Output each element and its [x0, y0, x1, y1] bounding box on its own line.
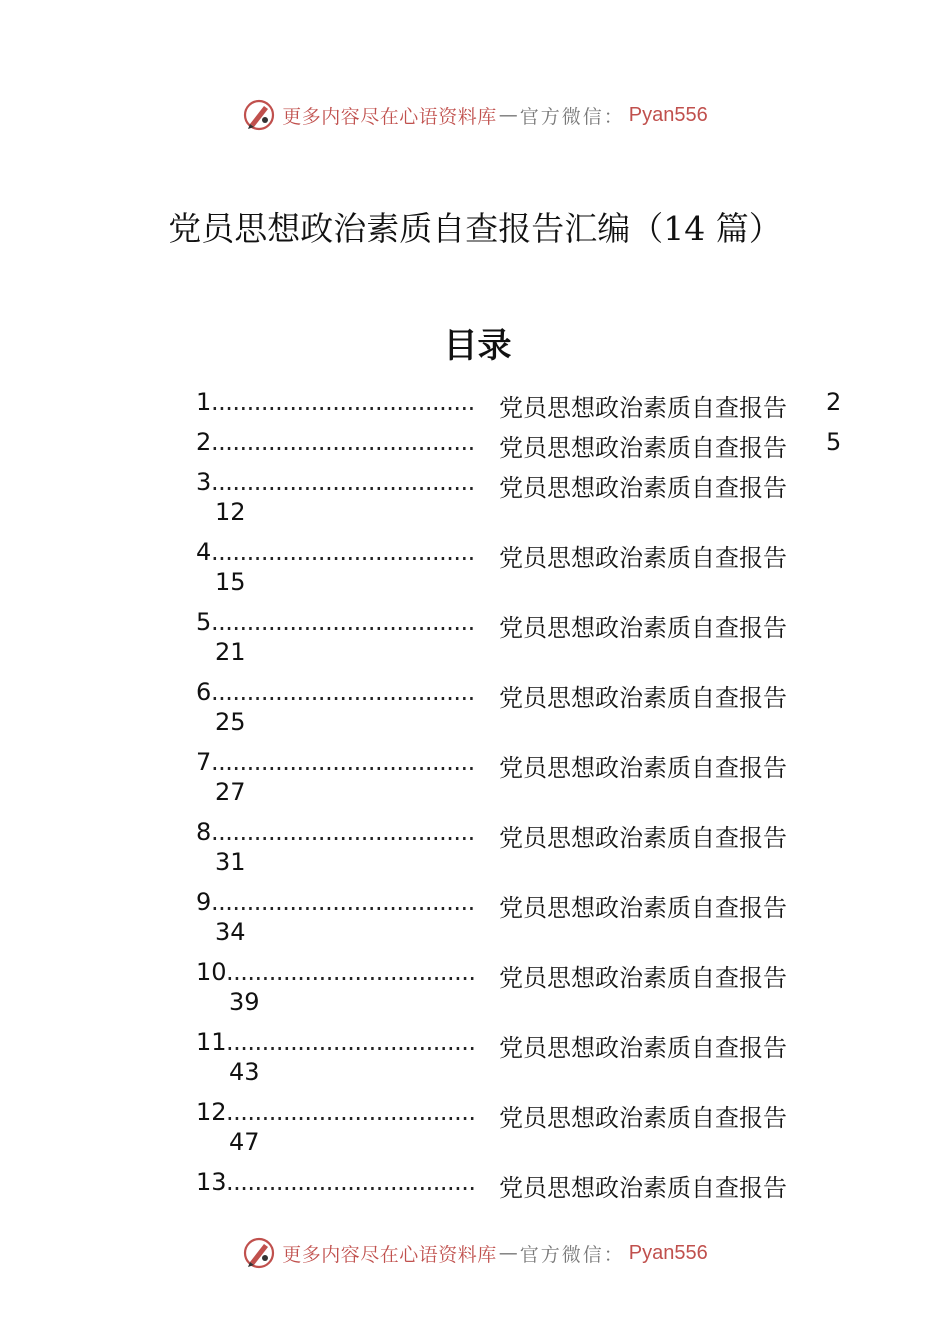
- toc-entry-page: 2: [826, 388, 842, 416]
- toc-entry-title: 党员思想政治素质自查报告: [499, 824, 787, 852]
- toc-entry-number: 5: [196, 608, 212, 636]
- toc-entry-leader: .....................................: [211, 468, 475, 496]
- pen-logo-icon: [242, 98, 276, 132]
- toc-entry-number: 10: [196, 958, 227, 986]
- toc-heading: 目录: [443, 326, 512, 366]
- header-banner: [0, 95, 950, 135]
- banner-label: 官方微信：: [519, 1243, 625, 1266]
- toc-entry-leader: .....................................: [211, 608, 475, 636]
- toc-entry-page: 5: [826, 428, 842, 456]
- toc-entry-title: 党员思想政治素质自查报告: [499, 754, 787, 782]
- toc-entry-page: 15: [215, 568, 246, 596]
- toc-entry-number: 11: [196, 1028, 227, 1056]
- toc-entry-number: 3: [196, 468, 212, 496]
- toc-entry-page: 39: [229, 988, 260, 1016]
- banner-text: 更多内容尽在心语资料库: [282, 105, 497, 128]
- toc-entry[interactable]: [196, 1098, 816, 1156]
- toc-entry[interactable]: [196, 608, 816, 666]
- toc-entry-number: 6: [196, 678, 212, 706]
- toc-entry-leader: .....................................: [211, 388, 475, 416]
- toc-entry[interactable]: [196, 888, 816, 946]
- toc-entry-leader: ...................................: [226, 1028, 476, 1056]
- banner-label: 官方微信：: [519, 105, 625, 128]
- toc-entry-page: 47: [229, 1128, 260, 1156]
- toc-entry[interactable]: [196, 1028, 816, 1086]
- toc-entry-number: 2: [196, 428, 212, 456]
- toc-entry-number: 7: [196, 748, 212, 776]
- toc-entry-page: 25: [215, 708, 246, 736]
- toc-entry-leader: .....................................: [211, 678, 475, 706]
- toc-entry-title: 党员思想政治素质自查报告: [499, 894, 787, 922]
- toc-entry-page: 21: [215, 638, 246, 666]
- toc-entry-leader: .....................................: [211, 818, 475, 846]
- toc-entry-title: 党员思想政治素质自查报告: [499, 544, 787, 572]
- toc-entry-title: 党员思想政治素质自查报告: [499, 394, 787, 422]
- toc-entry-leader: ...................................: [226, 958, 476, 986]
- toc-entry-title: 党员思想政治素质自查报告: [499, 684, 787, 712]
- toc-entry[interactable]: [196, 1168, 816, 1202]
- toc-entry-leader: ...................................: [226, 1168, 476, 1196]
- toc-entry-leader: .....................................: [211, 748, 475, 776]
- toc-entry-page: 12: [215, 498, 246, 526]
- toc-entry-page: 34: [215, 918, 246, 946]
- toc-entry-title: 党员思想政治素质自查报告: [499, 1174, 787, 1202]
- toc-entry-number: 13: [196, 1168, 227, 1196]
- toc-entry-number: 8: [196, 818, 212, 846]
- toc-entry-title: 党员思想政治素质自查报告: [499, 1104, 787, 1132]
- pen-logo-icon: [242, 1236, 276, 1270]
- banner-separator: —: [498, 104, 518, 126]
- footer-banner: [0, 1233, 950, 1273]
- toc-entry[interactable]: [196, 388, 842, 422]
- toc-entry[interactable]: [196, 958, 816, 1016]
- toc-entry[interactable]: [196, 748, 816, 806]
- banner-wechat-id: Pyan556: [628, 103, 708, 126]
- toc-entry[interactable]: [196, 538, 816, 596]
- toc-entry-number: 9: [196, 888, 212, 916]
- toc-entry-page: 31: [215, 848, 246, 876]
- toc-entry[interactable]: [196, 678, 816, 736]
- toc-entry-leader: .....................................: [211, 428, 475, 456]
- toc-entry[interactable]: [196, 818, 816, 876]
- banner-wechat-id: Pyan556: [628, 1241, 708, 1264]
- toc-entry-leader: .....................................: [211, 538, 475, 566]
- banner-text: 更多内容尽在心语资料库: [282, 1243, 497, 1266]
- toc-entry[interactable]: [196, 468, 816, 526]
- toc-entry-leader: ...................................: [226, 1098, 476, 1126]
- toc-entry-leader: .....................................: [211, 888, 475, 916]
- toc-entry[interactable]: [196, 428, 842, 462]
- toc-entry-title: 党员思想政治素质自查报告: [499, 434, 787, 462]
- banner-separator: —: [498, 1242, 518, 1264]
- toc-entry-title: 党员思想政治素质自查报告: [499, 1034, 787, 1062]
- toc-entry-title: 党员思想政治素质自查报告: [499, 964, 787, 992]
- toc-entry-page: 43: [229, 1058, 260, 1086]
- toc-entry-title: 党员思想政治素质自查报告: [499, 474, 787, 502]
- document-title: 党员思想政治素质自查报告汇编（14 篇）: [168, 209, 782, 248]
- toc-entry-number: 1: [196, 388, 212, 416]
- toc-entry-number: 4: [196, 538, 212, 566]
- toc-entry-page: 27: [215, 778, 246, 806]
- toc-entry-title: 党员思想政治素质自查报告: [499, 614, 787, 642]
- toc-entry-number: 12: [196, 1098, 227, 1126]
